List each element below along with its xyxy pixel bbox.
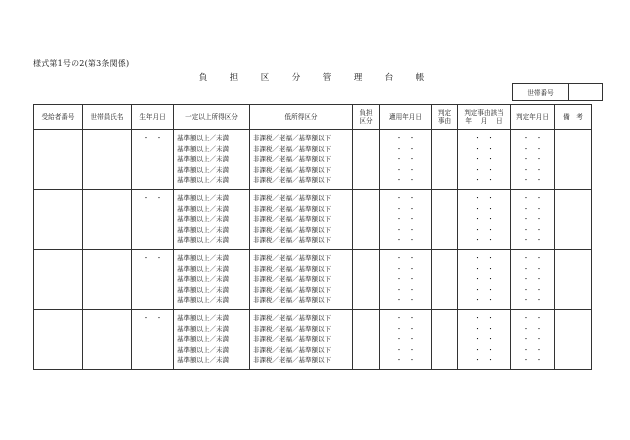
income-option: 基準額以上／未満 xyxy=(177,324,229,333)
low-income-option: 非課税／老福／基準額以下 xyxy=(253,236,331,245)
income-option: 基準額以上／未満 xyxy=(177,144,229,153)
income-category-cell[interactable] xyxy=(174,250,250,310)
reason-date-dots: ・ ・ xyxy=(474,215,494,224)
income-option: 基準額以上／未満 xyxy=(177,194,229,202)
applicable-date-dots-list xyxy=(380,130,431,186)
reason-date-dots: ・ ・ xyxy=(474,236,494,245)
header-reason-date xyxy=(458,105,511,130)
applicable-date-dots: ・ ・ xyxy=(395,254,416,262)
applicable-date-dots: ・ ・ xyxy=(395,285,416,294)
reason-date-dots: ・ ・ xyxy=(474,155,494,164)
birthdate-dots: ・ ・ xyxy=(142,134,163,142)
applicable-date-cell[interactable] xyxy=(380,250,432,310)
income-option: 基準額以上／未満 xyxy=(177,165,229,174)
birthdate-cell[interactable] xyxy=(132,190,174,250)
recipient-number-cell[interactable] xyxy=(34,250,83,310)
reason-date-dots: ・ ・ xyxy=(474,335,494,344)
member-name-cell[interactable] xyxy=(83,190,132,250)
judgment-date-dots-list xyxy=(511,130,554,186)
low-income-option: 非課税／老福／基準額以下 xyxy=(253,296,331,305)
income-option: 基準額以上／未満 xyxy=(177,296,229,305)
reason-date-dots: ・ ・ xyxy=(474,356,494,365)
applicable-date-dots-list xyxy=(380,310,431,366)
applicable-date-dots: ・ ・ xyxy=(395,134,416,142)
header-income-category: 一定以上所得区分 xyxy=(174,105,250,130)
judgment-date-dots: ・ ・ xyxy=(522,275,543,284)
applicable-date-dots: ・ ・ xyxy=(395,204,416,213)
recipient-number-cell[interactable] xyxy=(34,310,83,370)
low-income-option: 非課税／老福／基準額以下 xyxy=(253,324,331,333)
applicable-date-dots: ・ ・ xyxy=(395,165,416,174)
judgment-date-dots: ・ ・ xyxy=(522,254,543,262)
reason-date-dots: ・ ・ xyxy=(474,194,494,202)
reason-date-dots-list xyxy=(458,190,510,246)
low-income-category-cell[interactable] xyxy=(250,130,353,190)
burden-category-cell[interactable] xyxy=(353,130,380,190)
low-income-option: 非課税／老福／基準額以下 xyxy=(253,194,331,202)
table-row xyxy=(34,190,592,250)
judgment-date-dots: ・ ・ xyxy=(522,194,543,202)
header-birthdate: 生年月日 xyxy=(132,105,174,130)
judgment-date-dots: ・ ・ xyxy=(522,314,543,322)
birthdate-cell[interactable] xyxy=(132,130,174,190)
low-income-option: 非課税／老福／基準額以下 xyxy=(253,285,331,294)
applicable-date-dots: ・ ・ xyxy=(395,176,416,185)
remarks-cell[interactable] xyxy=(555,130,592,190)
birthdate-dots: ・ ・ xyxy=(142,194,163,202)
income-category-cell[interactable] xyxy=(174,190,250,250)
low-income-option: 非課税／老福／基準額以下 xyxy=(253,264,331,273)
low-income-option: 非課税／老福／基準額以下 xyxy=(253,144,331,153)
low-income-option: 非課税／老福／基準額以下 xyxy=(253,345,331,354)
applicable-date-dots-list xyxy=(380,250,431,306)
income-option: 基準額以上／未満 xyxy=(177,236,229,245)
income-option: 基準額以上／未満 xyxy=(177,275,229,284)
birthdate-dots: ・ ・ xyxy=(142,254,163,262)
applicable-date-dots: ・ ・ xyxy=(395,194,416,202)
header-judgment-reason-line2: 事由 xyxy=(437,117,452,125)
reason-date-cell[interactable] xyxy=(458,130,511,190)
reason-date-dots: ・ ・ xyxy=(474,275,494,284)
income-option-list xyxy=(174,310,249,366)
judgment-date-dots: ・ ・ xyxy=(522,264,543,273)
applicable-date-dots: ・ ・ xyxy=(395,215,416,224)
form-number: 様式第1号の2(第3条関係) xyxy=(33,59,130,68)
birthdate-cell[interactable] xyxy=(132,250,174,310)
income-option: 基準額以上／未満 xyxy=(177,176,229,185)
income-option-list xyxy=(174,130,249,186)
table-row xyxy=(34,130,592,190)
low-income-option: 非課税／老福／基準額以下 xyxy=(253,165,331,174)
applicable-date-cell[interactable] xyxy=(380,130,432,190)
applicable-date-dots: ・ ・ xyxy=(395,155,416,164)
records-body xyxy=(34,130,592,370)
header-applicable-date: 適用年月日 xyxy=(380,105,432,130)
judgment-date-cell[interactable] xyxy=(511,130,555,190)
applicable-date-dots: ・ ・ xyxy=(395,324,416,333)
header-member-name: 世帯員氏名 xyxy=(83,105,132,130)
judgment-date-dots: ・ ・ xyxy=(522,296,543,305)
applicable-date-cell[interactable] xyxy=(380,310,432,370)
burden-category-ledger xyxy=(33,104,592,370)
applicable-date-dots: ・ ・ xyxy=(395,356,416,365)
judgment-reason-cell[interactable] xyxy=(432,190,458,250)
header-low-income-category: 低所得区分 xyxy=(250,105,353,130)
reason-date-dots: ・ ・ xyxy=(474,264,494,273)
applicable-date-cell[interactable] xyxy=(380,190,432,250)
judgment-reason-cell[interactable] xyxy=(432,310,458,370)
judgment-reason-cell[interactable] xyxy=(432,130,458,190)
birthdate-dots: ・ ・ xyxy=(142,314,163,322)
judgment-date-dots: ・ ・ xyxy=(522,165,543,174)
judgment-reason-cell[interactable] xyxy=(432,250,458,310)
low-income-category-cell[interactable] xyxy=(250,250,353,310)
header-row xyxy=(34,105,592,130)
reason-date-dots-list xyxy=(458,130,510,186)
page-title: 負 担 区 分 管 理 台 帳 xyxy=(198,73,432,83)
header-burden-category-line2: 区分 xyxy=(359,117,373,125)
reason-date-cell[interactable] xyxy=(458,190,511,250)
recipient-number-cell[interactable] xyxy=(34,130,83,190)
income-option-list xyxy=(174,250,249,306)
recipient-number-cell[interactable] xyxy=(34,190,83,250)
applicable-date-dots-list xyxy=(380,190,431,246)
judgment-date-dots: ・ ・ xyxy=(522,176,543,185)
table-row xyxy=(34,310,592,370)
applicable-date-dots: ・ ・ xyxy=(395,345,416,354)
income-option: 基準額以上／未満 xyxy=(177,356,229,365)
applicable-date-dots: ・ ・ xyxy=(395,296,416,305)
table-row xyxy=(34,250,592,310)
header-judgment-date: 判定年月日 xyxy=(511,105,555,130)
low-income-option: 非課税／老福／基準額以下 xyxy=(253,335,331,344)
judgment-date-dots-list xyxy=(511,250,554,306)
low-income-category-cell[interactable] xyxy=(250,310,353,370)
birthdate-entry xyxy=(132,250,173,264)
low-income-option-list xyxy=(250,310,352,366)
member-name-cell[interactable] xyxy=(83,250,132,310)
reason-date-cell[interactable] xyxy=(458,250,511,310)
low-income-option: 非課税／老福／基準額以下 xyxy=(253,254,331,262)
applicable-date-dots: ・ ・ xyxy=(395,225,416,234)
low-income-option-list xyxy=(250,190,352,246)
low-income-option-list xyxy=(250,250,352,306)
income-option: 基準額以上／未満 xyxy=(177,254,229,262)
low-income-option: 非課税／老福／基準額以下 xyxy=(253,356,331,365)
low-income-option: 非課税／老福／基準額以下 xyxy=(253,155,331,164)
birthdate-cell[interactable] xyxy=(132,310,174,370)
reason-date-dots: ・ ・ xyxy=(474,225,494,234)
header-reason-date-line1: 判定事由該当 xyxy=(464,109,504,117)
judgment-date-cell[interactable] xyxy=(511,250,555,310)
income-option: 基準額以上／未満 xyxy=(177,204,229,213)
household-number-box xyxy=(512,83,603,101)
judgment-date-cell[interactable] xyxy=(511,310,555,370)
birthdate-entry xyxy=(132,310,173,324)
header-judgment-reason-line1: 判定 xyxy=(437,109,452,117)
household-number-label: 世帯番号 xyxy=(513,84,569,101)
header-recipient-number: 受給者番号 xyxy=(34,105,83,130)
judgment-date-dots: ・ ・ xyxy=(522,225,543,234)
low-income-option: 非課税／老福／基準額以下 xyxy=(253,134,331,142)
member-name-cell[interactable] xyxy=(83,130,132,190)
judgment-date-dots: ・ ・ xyxy=(522,134,543,142)
low-income-category-cell[interactable] xyxy=(250,190,353,250)
income-option: 基準額以上／未満 xyxy=(177,155,229,164)
remarks-cell[interactable] xyxy=(555,250,592,310)
reason-date-dots: ・ ・ xyxy=(474,345,494,354)
income-option: 基準額以上／未満 xyxy=(177,345,229,354)
low-income-option-list xyxy=(250,130,352,186)
household-number-value[interactable] xyxy=(569,84,603,101)
low-income-option: 非課税／老福／基準額以下 xyxy=(253,225,331,234)
judgment-date-dots: ・ ・ xyxy=(522,204,543,213)
burden-category-cell[interactable] xyxy=(353,250,380,310)
low-income-option: 非課税／老福／基準額以下 xyxy=(253,176,331,185)
remarks-cell[interactable] xyxy=(555,190,592,250)
member-name-cell[interactable] xyxy=(83,310,132,370)
reason-date-dots-list xyxy=(458,310,510,366)
low-income-option: 非課税／老福／基準額以下 xyxy=(253,204,331,213)
judgment-date-dots: ・ ・ xyxy=(522,345,543,354)
income-option: 基準額以上／未満 xyxy=(177,335,229,344)
income-option: 基準額以上／未満 xyxy=(177,314,229,322)
income-option: 基準額以上／未満 xyxy=(177,264,229,273)
low-income-option: 非課税／老福／基準額以下 xyxy=(253,275,331,284)
reason-date-dots: ・ ・ xyxy=(474,296,494,305)
reason-date-dots: ・ ・ xyxy=(474,144,494,153)
applicable-date-dots: ・ ・ xyxy=(395,144,416,153)
header-burden-category-line1: 負担 xyxy=(359,109,373,117)
reason-date-dots: ・ ・ xyxy=(474,165,494,174)
income-category-cell[interactable] xyxy=(174,310,250,370)
income-option: 基準額以上／未満 xyxy=(177,285,229,294)
income-option: 基準額以上／未満 xyxy=(177,225,229,234)
low-income-option: 非課税／老福／基準額以下 xyxy=(253,215,331,224)
applicable-date-dots: ・ ・ xyxy=(395,335,416,344)
reason-date-dots: ・ ・ xyxy=(474,176,494,185)
judgment-date-dots: ・ ・ xyxy=(522,236,543,245)
judgment-date-cell[interactable] xyxy=(511,190,555,250)
income-category-cell[interactable] xyxy=(174,130,250,190)
judgment-date-dots: ・ ・ xyxy=(522,285,543,294)
reason-date-dots: ・ ・ xyxy=(474,285,494,294)
income-option-list xyxy=(174,190,249,246)
birthdate-entry xyxy=(132,130,173,144)
judgment-date-dots: ・ ・ xyxy=(522,324,543,333)
income-option: 基準額以上／未満 xyxy=(177,134,229,142)
burden-category-cell[interactable] xyxy=(353,310,380,370)
reason-date-dots-list xyxy=(458,250,510,306)
birthdate-entry xyxy=(132,190,173,204)
judgment-date-dots: ・ ・ xyxy=(522,155,543,164)
judgment-date-dots: ・ ・ xyxy=(522,215,543,224)
reason-date-dots: ・ ・ xyxy=(474,134,494,142)
judgment-date-dots-list xyxy=(511,310,554,366)
reason-date-dots: ・ ・ xyxy=(474,254,494,262)
applicable-date-dots: ・ ・ xyxy=(395,314,416,322)
judgment-date-dots: ・ ・ xyxy=(522,356,543,365)
header-reason-date-line2: 年 月 日 xyxy=(465,117,503,125)
header-remarks: 備 考 xyxy=(555,105,592,130)
low-income-option: 非課税／老福／基準額以下 xyxy=(253,314,331,322)
applicable-date-dots: ・ ・ xyxy=(395,264,416,273)
applicable-date-dots: ・ ・ xyxy=(395,275,416,284)
reason-date-dots: ・ ・ xyxy=(474,204,494,213)
applicable-date-dots: ・ ・ xyxy=(395,236,416,245)
header-judgment-reason xyxy=(432,105,458,130)
reason-date-dots: ・ ・ xyxy=(474,314,494,322)
judgment-date-dots: ・ ・ xyxy=(522,335,543,344)
reason-date-dots: ・ ・ xyxy=(474,324,494,333)
judgment-date-dots-list xyxy=(511,190,554,246)
header-burden-category xyxy=(353,105,380,130)
income-option: 基準額以上／未満 xyxy=(177,215,229,224)
remarks-cell[interactable] xyxy=(555,310,592,370)
reason-date-cell[interactable] xyxy=(458,310,511,370)
judgment-date-dots: ・ ・ xyxy=(522,144,543,153)
burden-category-cell[interactable] xyxy=(353,190,380,250)
